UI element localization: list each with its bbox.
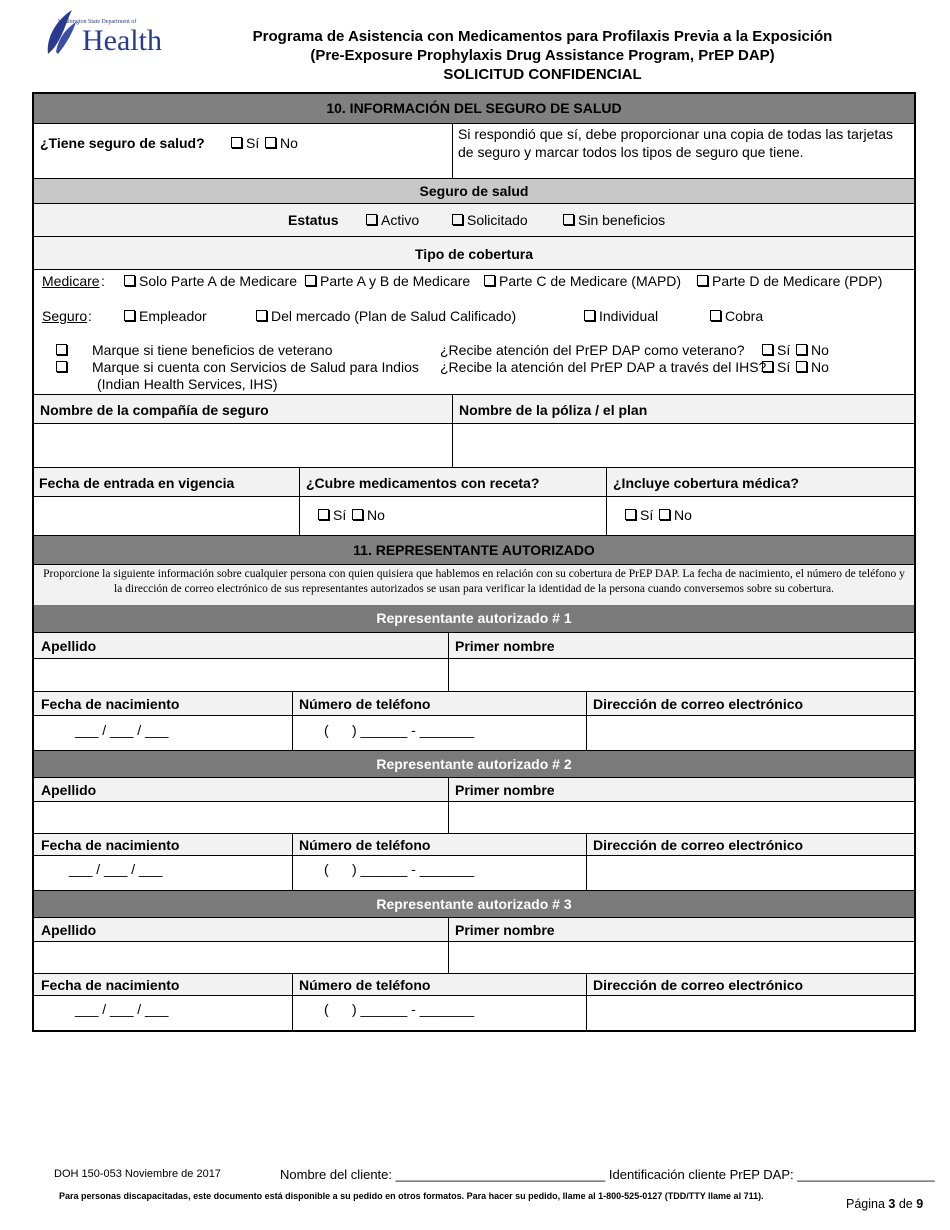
rep-1-phone-label-cell	[292, 692, 586, 715]
rep-2-name-inputs	[34, 802, 914, 834]
rep-1-first-name-label-cell	[448, 633, 914, 658]
rep-2-email-input[interactable]	[586, 856, 914, 890]
status-row	[34, 204, 914, 236]
checkbox-icon[interactable]	[563, 214, 574, 225]
rep-1-title: Representante autorizado # 1	[376, 610, 572, 626]
rep-2-contact-labels	[34, 834, 914, 856]
company-label: Nombre de la compañía de seguro	[40, 402, 269, 418]
application-form	[32, 92, 916, 1032]
coverage-type-band	[34, 236, 914, 270]
checkbox-icon[interactable]	[697, 275, 708, 286]
section-10-header	[34, 94, 914, 124]
policy-input[interactable]	[452, 424, 914, 467]
status-option-requested[interactable]: Solicitado	[452, 212, 528, 228]
company-input[interactable]	[34, 424, 452, 467]
rx-yes[interactable]: Sí	[318, 507, 346, 523]
rep-1-phone-cell	[292, 716, 586, 750]
checkbox-icon[interactable]	[124, 275, 135, 286]
veteran-check-label: Marque si tiene beneficios de veterano	[92, 342, 333, 358]
checkbox-icon[interactable]	[124, 310, 135, 321]
veteran-question: ¿Recibe atención del PrEP DAP como veterano?	[440, 342, 745, 358]
checkbox-icon[interactable]	[762, 344, 773, 355]
rep-2-dob-label: Fecha de nacimiento	[41, 837, 180, 853]
seguro-cobra[interactable]: Cobra	[710, 308, 763, 324]
medical-label-cell	[606, 468, 914, 497]
client-name-line: Nombre del cliente: _____________________________ Identificación cliente PrEP DAP: ___________________	[280, 1167, 935, 1182]
checkbox-icon[interactable]	[710, 310, 721, 321]
section-11-intro-row	[34, 565, 914, 605]
checkbox-icon[interactable]	[452, 214, 463, 225]
rep-3-phone-label-cell	[292, 974, 586, 995]
accessibility-note: Para personas discapacitadas, este documento está disponible a su pedido en otros formatos. Para hacer su pedido, llame al 1-800-525-0127 (TDD/TTY llame al 711).	[59, 1191, 764, 1201]
rep-3-dob-input[interactable]: ___ / ___ / ___	[75, 1001, 169, 1017]
health-insurance-band-label: Seguro de salud	[419, 183, 529, 199]
section-11-header	[34, 535, 914, 565]
rep-1-contact-inputs	[34, 716, 914, 750]
ihs-no[interactable]: No	[796, 359, 829, 375]
page-title: Programa de Asistencia con Medicamentos para Profilaxis Previa a la Exposición	[252, 28, 833, 45]
rep-2-phone-label: Número de teléfono	[299, 837, 431, 853]
status-label: Estatus	[288, 212, 339, 228]
checkbox-icon[interactable]	[56, 361, 67, 372]
insurance-note: Si respondió que sí, debe proporcionar una copia de todas las tarjetas de seguro y marcar todos los tipos de seguro que tiene.	[458, 126, 894, 160]
rep-1-first-name-input[interactable]	[448, 659, 914, 691]
rep-3-name-labels	[34, 918, 914, 942]
page-confidential: SOLICITUD CONFIDENCIAL	[443, 66, 642, 83]
rep-3-contact-labels	[34, 974, 914, 996]
rep-3-phone-input[interactable]: ( ) ______ - _______	[324, 1001, 475, 1017]
medical-yes[interactable]: Sí	[625, 507, 653, 523]
rep-2-contact-inputs	[34, 856, 914, 890]
rep-3-dob-label: Fecha de nacimiento	[41, 977, 180, 993]
rep-3-first-name-label: Primer nombre	[455, 922, 555, 938]
page-prefix: Página	[846, 1197, 885, 1211]
rep-2-phone-input[interactable]: ( ) ______ - _______	[324, 861, 475, 877]
rep-2-phone-cell	[292, 856, 586, 890]
rep-3-email-label: Dirección de correo electrónico	[593, 977, 804, 993]
rep-1-name-inputs	[34, 659, 914, 692]
rep-2-title: Representante autorizado # 2	[376, 756, 572, 772]
medicare-part-d[interactable]: Parte D de Medicare (PDP)	[697, 273, 882, 289]
rep-2-email-label-cell	[586, 834, 914, 855]
health-logo	[42, 8, 172, 60]
rx-label: ¿Cubre medicamentos con receta?	[306, 475, 540, 491]
rep-1-header	[34, 605, 914, 633]
rep-3-last-name-label: Apellido	[41, 922, 97, 938]
rep-1-phone-label: Número de teléfono	[299, 696, 431, 712]
checkbox-icon[interactable]	[318, 509, 329, 520]
policy-label-cell	[452, 395, 914, 424]
coverage-detail-label-row	[34, 467, 914, 497]
has-insurance-question: ¿Tiene seguro de salud?	[40, 135, 205, 151]
form-id: DOH 150-053 Noviembre de 2017	[54, 1168, 221, 1180]
section-11-intro: Proporcione la siguiente información sobre cualquier persona con quien quisiera que hablemos en relación con su cobertura de PrEP DAP. La fecha de nacimiento, el número de teléfono y la dirección de correo electrónico de sus representantes autorizados se usan para verificar la identidad de la persona cuando conversemos sobre su cobertura.	[43, 568, 905, 595]
medicare-part-ab[interactable]: Parte A y B de Medicare	[305, 273, 470, 289]
ihs-question: ¿Recibe la atención del PrEP DAP a través del IHS?	[440, 359, 767, 375]
coverage-detail-input-row	[34, 497, 914, 535]
rep-1-contact-labels	[34, 692, 914, 716]
logo-dept: Washington State Department of	[58, 19, 137, 25]
section-11-title: 11. REPRESENTANTE AUTORIZADO	[353, 542, 595, 558]
rep-1-last-name-label: Apellido	[41, 638, 97, 654]
rep-2-last-name-input[interactable]	[34, 802, 448, 833]
checkbox-icon[interactable]	[659, 509, 670, 520]
rep-3-title: Representante autorizado # 3	[376, 896, 572, 912]
checkbox-icon[interactable]	[584, 310, 595, 321]
effective-date-input[interactable]	[34, 497, 299, 535]
checkbox-icon[interactable]	[56, 344, 67, 355]
rep-3-contact-inputs	[34, 996, 914, 1030]
page-current: 3	[888, 1197, 896, 1211]
rep-2-first-name-label-cell	[448, 778, 914, 801]
rep-3-phone-cell	[292, 996, 586, 1030]
rep-1-last-name-input[interactable]	[34, 659, 448, 691]
rep-1-email-label-cell	[586, 692, 914, 715]
coverage-options: Medicare : Solo Parte A de Medicare Parte A y B de Medicare Parte C de Medicare (MAPD) Parte D de Medicare (PDP) Seguro : Empleador Del mercado (Plan de Salud Calificado) Individual Cobra Marque si tiene beneficios de veterano Marque si cuenta con Servicios de Salud para Indios (Indian Health Services, IHS) ¿Recibe atención del PrEP DAP como veterano? Sí No ¿Recibe la atención del PrEP DAP a través del IHS? Sí No	[42, 273, 883, 392]
page-of: de	[898, 1197, 913, 1211]
rep-1-name-labels	[34, 633, 914, 659]
rep-2-phone-label-cell	[292, 834, 586, 855]
rep-1-dob-label: Fecha de nacimiento	[41, 696, 180, 712]
checkbox-icon[interactable]	[625, 509, 636, 520]
seguro-individual[interactable]: Individual	[584, 308, 658, 324]
rep-1-first-name-label: Primer nombre	[455, 638, 555, 654]
rep-3-first-name-input[interactable]	[448, 942, 914, 973]
logo-name: Health	[82, 24, 162, 57]
medical-label: ¿Incluye cobertura médica?	[613, 475, 799, 491]
rep-3-email-input[interactable]	[586, 996, 914, 1030]
has-insurance-yes[interactable]: Sí	[231, 135, 259, 151]
checkbox-icon[interactable]	[484, 275, 495, 286]
medicare-part-a[interactable]: Solo Parte A de Medicare	[124, 273, 297, 289]
rep-3-email-label-cell	[586, 974, 914, 995]
veteran-yes[interactable]: Sí	[762, 342, 790, 358]
status-option-active[interactable]: Activo	[366, 212, 419, 228]
rep-3-phone-label: Número de teléfono	[299, 977, 431, 993]
rep-2-first-name-input[interactable]	[448, 802, 914, 833]
checkbox-icon[interactable]	[352, 509, 363, 520]
health-insurance-band	[34, 178, 914, 204]
checkbox-icon[interactable]	[762, 361, 773, 372]
company-policy-label-row	[34, 394, 914, 424]
rx-cell	[299, 497, 606, 535]
checkbox-icon[interactable]	[796, 361, 807, 372]
ihs-check-label: Marque si cuenta con Servicios de Salud para Indios	[92, 359, 419, 375]
rep-3-last-name-input[interactable]	[34, 942, 448, 973]
checkbox-icon[interactable]	[265, 137, 276, 148]
rep-2-email-label: Dirección de correo electrónico	[593, 837, 804, 853]
rx-no[interactable]: No	[352, 507, 385, 523]
seguro-marketplace[interactable]: Del mercado (Plan de Salud Calificado)	[256, 308, 516, 324]
rep-3-first-name-label-cell	[448, 918, 914, 941]
page-number	[846, 1197, 923, 1211]
company-policy-input-row	[34, 424, 914, 467]
rep-1-email-input[interactable]	[586, 716, 914, 750]
rep-2-last-name-label: Apellido	[41, 782, 97, 798]
coverage-type-label: Tipo de cobertura	[415, 246, 533, 262]
insurance-note-cell	[452, 124, 914, 178]
policy-label: Nombre de la póliza / el plan	[459, 402, 648, 418]
checkbox-icon[interactable]	[366, 214, 377, 225]
ihs-check-label-2: (Indian Health Services, IHS)	[97, 376, 278, 392]
page-total: 9	[916, 1197, 924, 1211]
checkbox-icon[interactable]	[231, 137, 242, 148]
rep-3-name-inputs	[34, 942, 914, 974]
veteran-no[interactable]: No	[796, 342, 829, 358]
feather-icon	[42, 8, 82, 58]
checkbox-icon[interactable]	[796, 344, 807, 355]
status-option-no-benefits[interactable]: Sin beneficios	[563, 212, 665, 228]
page-subtitle: (Pre-Exposure Prophylaxis Drug Assistance Program, PrEP DAP)	[310, 47, 775, 64]
has-insurance-no[interactable]: No	[265, 135, 298, 151]
rep-3-header	[34, 890, 914, 918]
rep-2-header	[34, 750, 914, 778]
medicare-label: Medicare	[42, 273, 100, 289]
rep-1-email-label: Dirección de correo electrónico	[593, 696, 804, 712]
rep-1-phone-input[interactable]: ( ) ______ - _______	[324, 722, 475, 738]
medical-no[interactable]: No	[659, 507, 692, 523]
rep-2-name-labels	[34, 778, 914, 802]
effective-date-label: Fecha de entrada en vigencia	[39, 475, 235, 491]
rx-label-cell	[299, 468, 606, 497]
checkbox-icon[interactable]	[305, 275, 316, 286]
veteran-checkbox[interactable]	[56, 342, 71, 358]
section-10-title: 10. INFORMACIÓN DEL SEGURO DE SALUD	[326, 100, 622, 116]
rep-2-dob-input[interactable]: ___ / ___ / ___	[69, 861, 163, 877]
has-insurance-row	[34, 124, 914, 178]
rep-1-dob-input[interactable]: ___ / ___ / ___	[75, 722, 169, 738]
ihs-yes[interactable]: Sí	[762, 359, 790, 375]
seguro-label: Seguro	[42, 308, 88, 324]
checkbox-icon[interactable]	[256, 310, 267, 321]
seguro-employer[interactable]: Empleador	[124, 308, 207, 324]
rep-2-first-name-label: Primer nombre	[455, 782, 555, 798]
ihs-checkbox[interactable]	[56, 359, 71, 375]
medicare-part-c[interactable]: Parte C de Medicare (MAPD)	[484, 273, 681, 289]
medical-cell	[606, 497, 914, 535]
